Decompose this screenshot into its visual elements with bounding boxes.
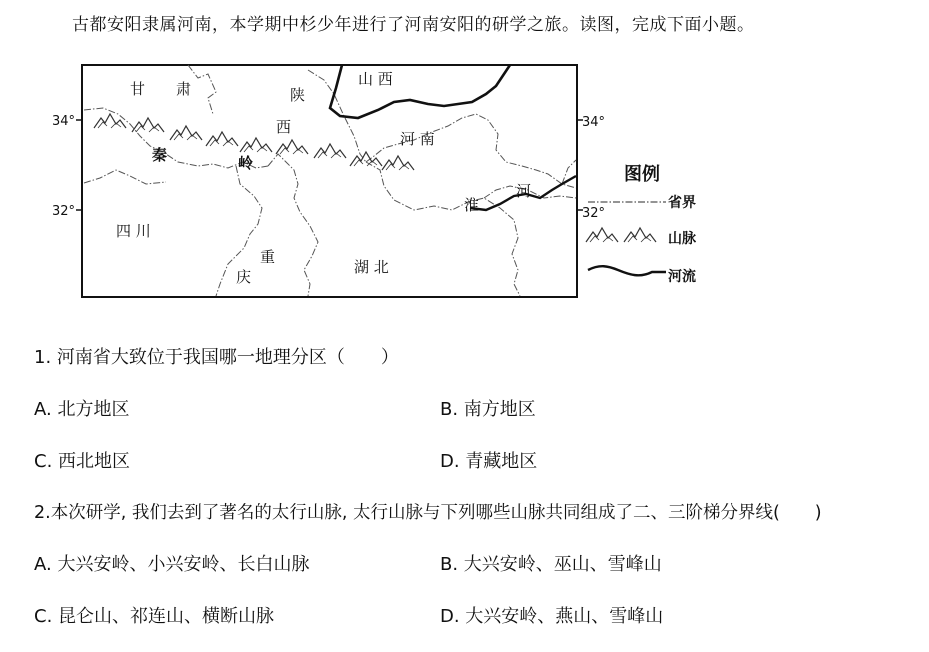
intro-text: 古都安阳隶属河南，本学期中杉少年进行了河南安阳的研学之旅。读图，完成下面小题。 (72, 15, 755, 35)
label-shanxi-north: 山 西 (358, 70, 393, 88)
label-qin: 秦 (152, 146, 168, 164)
map-figure (48, 58, 718, 308)
label-chongqing-2: 庆 (236, 268, 252, 286)
question-1-stem: 1. 河南省大致位于我国哪一地理分区（ ） (34, 347, 399, 368)
label-shaanxi-2: 西 (276, 118, 292, 136)
q2-option-d[interactable]: D. 大兴安岭、燕山、雪峰山 (440, 606, 664, 627)
lat-32-right: 32° (582, 206, 606, 221)
lat-34-right: 34° (582, 115, 606, 130)
label-hubei: 湖 北 (354, 258, 389, 276)
legend-mountain: 山脉 (668, 231, 696, 247)
label-henan: 河 南 (400, 130, 435, 148)
label-chongqing-1: 重 (260, 248, 276, 266)
yellow-river (330, 65, 510, 118)
label-sichuan: 四 川 (116, 222, 151, 240)
legend-boundary: 省界 (668, 195, 696, 211)
province-boundaries (84, 65, 576, 296)
q2-option-b[interactable]: B. 大兴安岭、巫山、雪峰山 (440, 554, 662, 575)
legend-river: 河流 (668, 269, 696, 285)
lat-34-left: 34° (52, 114, 76, 129)
label-gansu-2: 肃 (176, 80, 192, 98)
lat-32-left: 32° (52, 204, 76, 219)
q1-option-d[interactable]: D. 青藏地区 (440, 451, 538, 472)
q1-option-c[interactable]: C. 西北地区 (34, 451, 131, 472)
label-gansu-1: 甘 (130, 80, 146, 98)
q2-option-c[interactable]: C. 昆仑山、祁连山、横断山脉 (34, 606, 275, 627)
q1-option-a[interactable]: A. 北方地区 (34, 399, 130, 420)
label-he: 河 (516, 182, 532, 200)
label-ling: 岭 (238, 154, 254, 172)
map-frame (82, 65, 577, 297)
label-huai: 淮 (464, 196, 480, 214)
map-legend (586, 163, 697, 285)
q2-option-a[interactable]: A. 大兴安岭、小兴安岭、长白山脉 (34, 554, 310, 575)
legend-title: 图例 (624, 164, 660, 185)
q1-option-b[interactable]: B. 南方地区 (440, 399, 536, 420)
label-shaanxi-1: 陕 (290, 86, 306, 104)
question-2-stem: 2.本次研学, 我们去到了著名的太行山脉, 太行山脉与下列哪些山脉共同组成了二、三阶梯分界线( ) (34, 503, 822, 523)
